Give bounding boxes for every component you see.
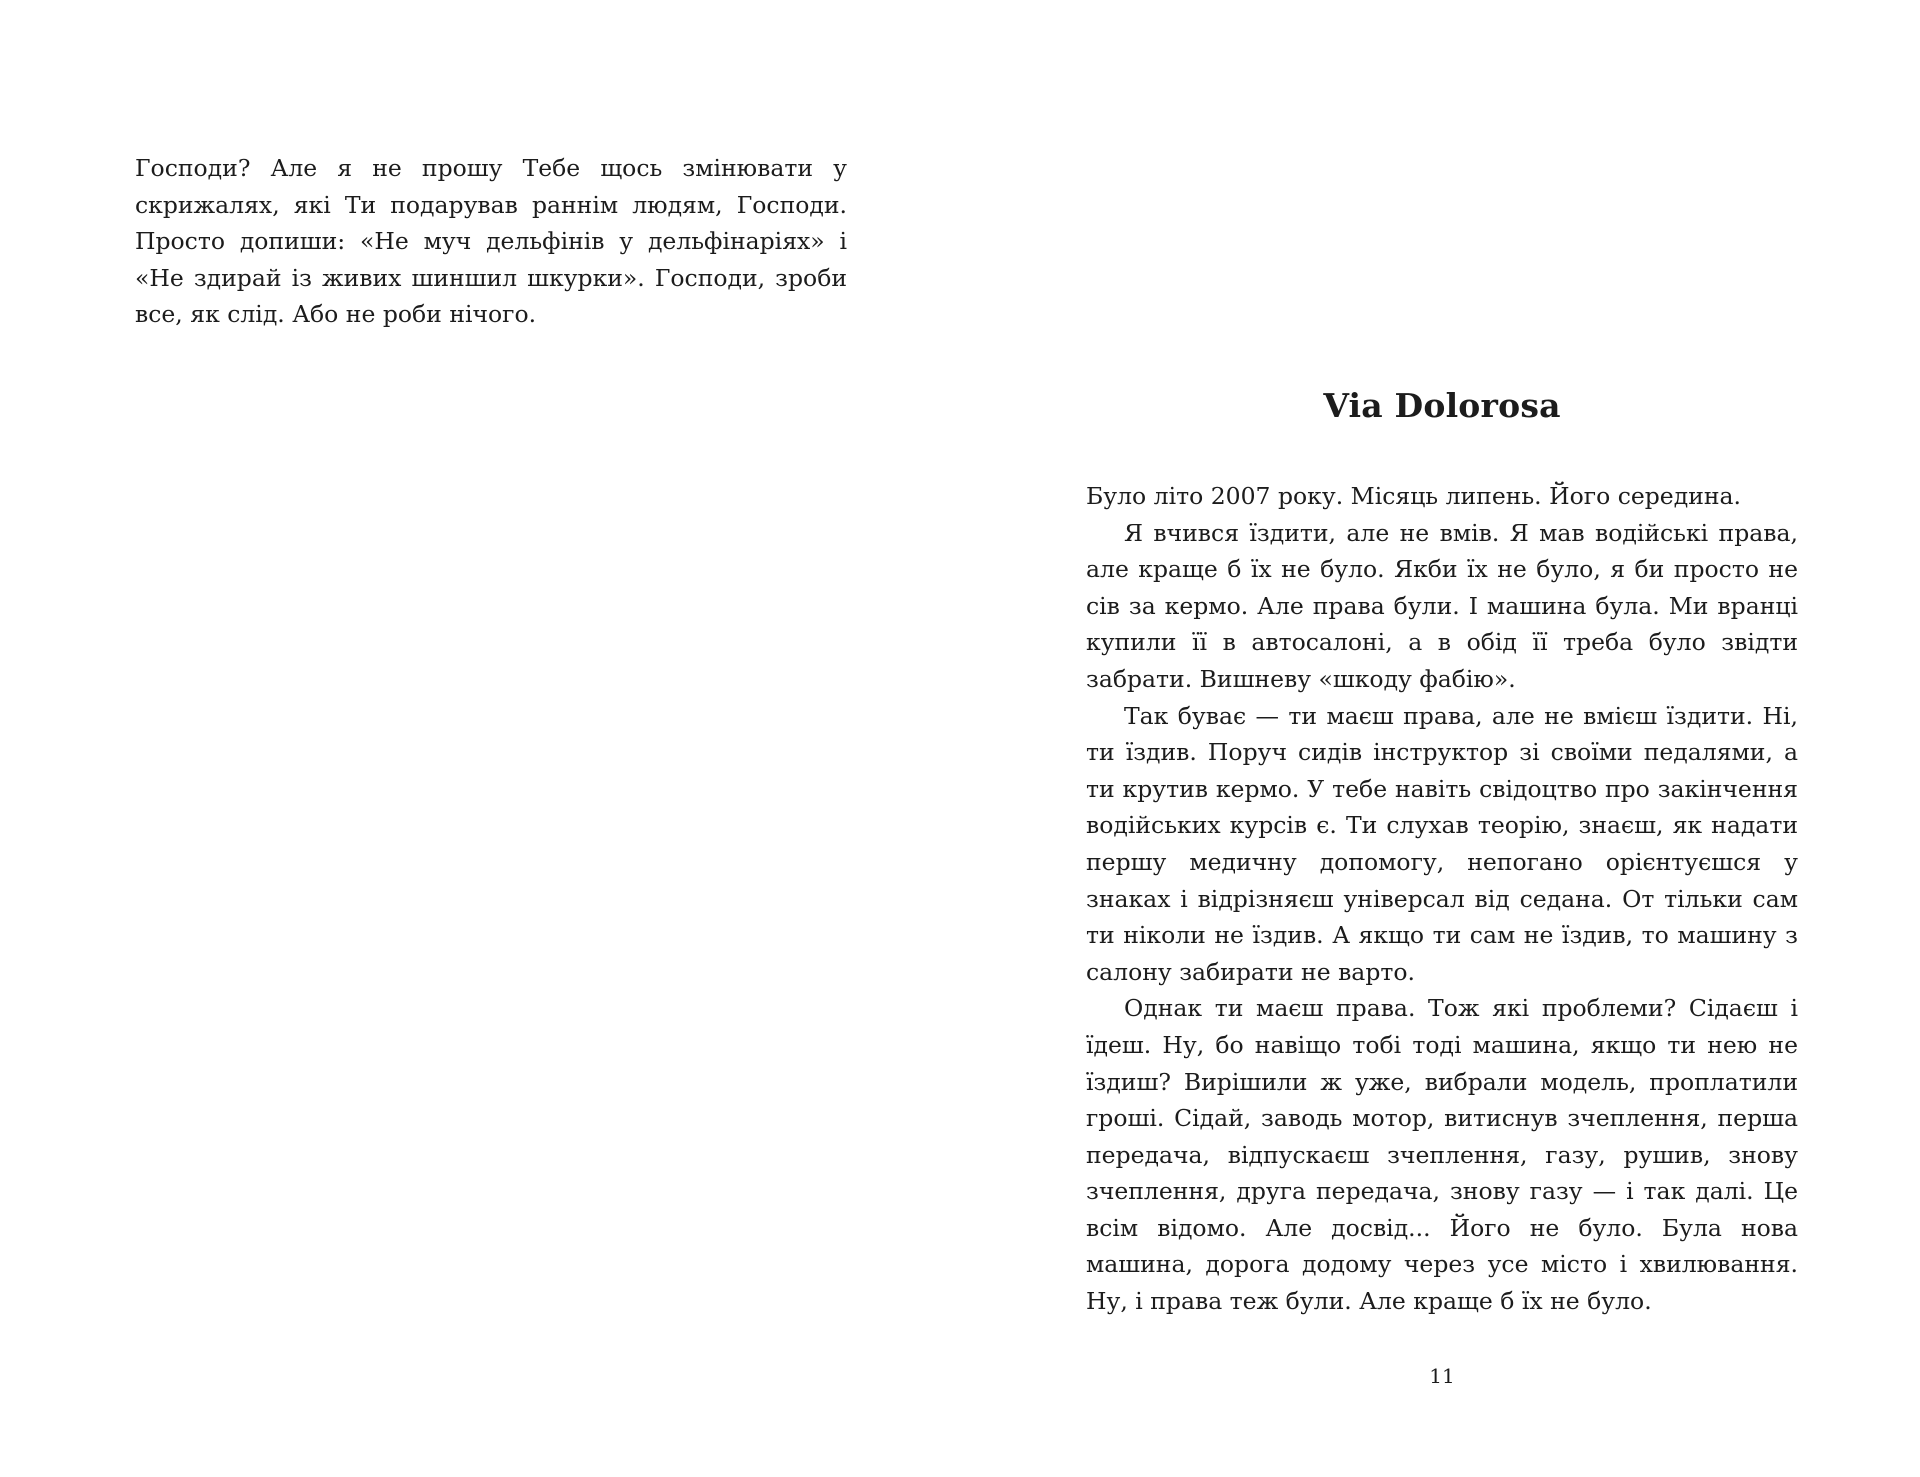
left-page-text (135, 150, 847, 333)
paragraph: Було літо 2007 року. Місяць липень. Його середина. (1086, 482, 1741, 510)
right-page-text (1086, 478, 1798, 1320)
page-number: 11 (1429, 1364, 1455, 1388)
right-page (960, 0, 1920, 1477)
paragraph: Господи? Але я не прошу Тебе щось змінювати у скрижалях, які Ти подарував раннім людям, Господи. Просто допиши: «Не муч дельфінів у дельфінаріях» і «Не здирай із живих шиншил шкурки». Господи, зроби все, як слід. Або не роби нічого. (135, 154, 847, 329)
paragraph: Однак ти маєш права. Тож які проблеми? Сідаєш і їдеш. Ну, бо навіщо тобі тоді машина, якщо ти нею не їздиш? Вирішили ж уже, вибрали модель, проплатили гроші. Сідай, заводь мотор, витиснув зчеплення, перша передача, відпускаєш зчеплення, газу, рушив, знову зчеплення, друга передача, знову газу — і так далі. Це всім відомо. Але досвід... Його не було. Була нова машина, дорога додому через усе місто і хвилювання. Ну, і права теж були. Але краще б їх не було. (1086, 994, 1798, 1316)
paragraph: Так буває — ти маєш права, але не вмієш їздити. Ні, ти їздив. Поруч сидів інструктор зі своїми педалями, а ти крутив кермо. У тебе навіть свідоцтво про закінчення водійських курсів є. Ти слухав теорію, знаєш, як надати першу медичну допомогу, непогано орієнтуєшся у знаках і відрізняєш універсал від седана. От тільки сам ти ніколи не їздив. А якщо ти сам не їздив, то машину з салону забирати не варто. (1086, 701, 1798, 986)
paragraph: Я вчився їздити, але не вмів. Я мав водійські права, але краще б їх не було. Якби їх не було, я би просто не сів за кермо. Але права були. І машина була. Ми вранці купили її в автосалоні, а в обід її треба було звідти забрати. Вишневу «шкоду фабію». (1086, 518, 1798, 693)
chapter-title: Via Dolorosa (1323, 386, 1561, 426)
